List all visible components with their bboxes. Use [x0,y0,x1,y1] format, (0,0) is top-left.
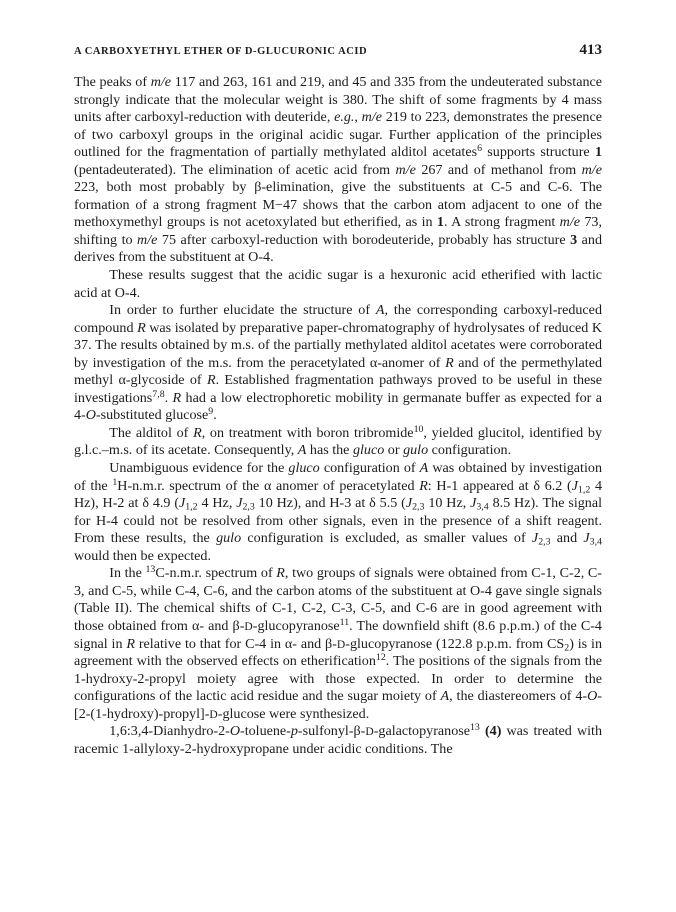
text-run: : H-1 appeared at δ 6.2 ( [427,477,572,494]
text-run: , two groups of signals were obtained from C-1, C-2, C-3, and C-5, while C-4, C-6, and the carbon atoms of the substituent at O-4 gave single signals (Table II). The chemical shifts of C-1, C-2, C-3, C-5, and C-6 are in good agreement with those obtained from α- and β- [74,565,602,634]
text-run: gluco [352,442,385,459]
text-run: has the [306,442,353,459]
text-run: gulo [216,530,242,547]
text-run: 3 [570,231,578,248]
text-run: J [405,495,413,512]
text-run: or [384,442,404,459]
text-run: 2,3 [412,501,425,513]
text-run: 2,3 [538,536,551,548]
text-run: and derives from the substituent at O-4. [74,231,603,266]
text-run: 9 [208,406,214,418]
running-title: A CARBOXYETHYL ETHER OF D-GLUCURONIC ACID [74,46,368,57]
text-run: m/e [581,161,602,178]
text-run: 12 [375,652,386,664]
paragraph [74,723,602,758]
page-header [74,42,602,62]
text-run: and [550,530,584,547]
text-run: , the corresponding carboxyl-reduced compound [74,302,602,336]
text-run: configuration is excluded, as smaller values of [241,530,532,547]
text-run: p [290,723,298,740]
text-run: configuration of [319,460,420,477]
text-run: These results suggest that the acidic sugar is a hexuronic acid etherified with lactic acid at O-4. [74,267,602,301]
text-run: In the [109,565,146,582]
text-run: J [470,495,477,512]
text-run: was obtained by investigation of the [74,460,602,494]
text-run: -glucose were synthesized. [217,705,370,722]
text-run: 10 Hz), and H-3 at δ 5.5 ( [254,495,406,512]
text-run: e.g. [334,109,355,126]
text-run: 117 and 263, 161 and 219, and 45 and 335 from the undeuterated substance strongly indicate that the molecular weight is 380. The shift of some fragments by 4 mass units after carboxyl-reduction with deuteride, [74,74,603,126]
text-run: D [209,707,218,721]
text-run: configuration. [428,442,512,459]
text-run: 8.5 Hz). The signal for H-4 could not be resolved from other signals, even in the presence of a shift reagent. From these results, the [74,495,603,547]
text-run: 11 [339,617,350,629]
text-run: . [164,389,173,406]
text-run: 75 after carboxyl-reduction with borodeuteride, probably has structure [157,231,571,248]
text-run: J [179,495,186,512]
text-run: . The downfield shift (8.6 p.p.m.) of the C-4 signal in [74,617,602,652]
paragraph [74,74,602,267]
text-run: 3,4 [589,536,602,548]
text-run: 1 [436,214,444,231]
text-run: , the diastereomers of 4- [449,688,588,705]
text-run: -substituted glucose [95,407,209,424]
text-run: C-n.m.r. spectrum of [155,565,277,582]
text-run: 6 [477,143,483,155]
text-run: -[2-(1-hydroxy)-propyl]- [74,688,602,722]
text-run: The peaks of [74,74,151,90]
text-run: gulo [403,442,429,459]
text-run: 10 Hz, [424,495,471,512]
text-run: 4 Hz), H-2 at δ 4.9 ( [74,477,603,512]
text-run: (4) [484,723,502,740]
text-run: 1 [594,144,602,161]
text-run: ) is in agreement with the observed effects on etherification [74,635,602,670]
text-run: J [583,530,590,547]
text-run: J [531,530,539,547]
text-run: . A strong fragment [443,214,560,231]
text-run: R [193,424,202,441]
text-run: R [172,389,182,406]
text-run: 4 Hz, [197,495,237,512]
text-run: In order to further elucidate the structure of [109,302,376,319]
text-run: J [236,495,243,512]
text-run: R [276,565,285,582]
text-run: R [419,477,428,494]
text-run: 1,6:3,4-Dianhydro-2- [109,723,230,740]
text-run: D [365,725,374,739]
text-run: -sulfonyl-β- [297,723,366,740]
text-run: would then be expected. [74,547,211,564]
text-run: was treated with racemic 1-allyloxy-2-hydroxypropane under acidic conditions. The [74,723,602,757]
body-text [74,74,602,758]
paragraph [74,565,602,723]
text-run: m/e [395,161,416,178]
text-run: 13 [469,722,480,734]
text-run: . The positions of the signals from the 1-hydroxy-2-propyl moiety agree with those expected. In order to determine the configurations of the lactic acid residue and the sugar moiety of [74,653,602,705]
text-run: -galactopyranose [373,723,470,740]
text-run: The alditol of [109,424,194,441]
text-run: m/e [361,109,383,126]
text-run: 2 [564,641,570,653]
text-run: -glucopyranose [252,617,340,634]
text-run: 2,3 [242,501,255,513]
text-run: 267 and of methanol from [415,161,582,178]
text-run: O [587,688,598,705]
text-run: O [85,407,96,424]
text-run: (pentadeuterated). The elimination of acetic acid from [74,161,396,178]
text-run: relative to that for C-4 in α- and β- [134,635,337,652]
text-run: was isolated by preparative paper-chromatography of hydrolysates of reduced K 37. The results obtained by m.s. of the partially methylated alditol acetates were corroborated by investigation of the m.s. from the peracetylated α-anomer of [74,319,603,371]
text-run: -glucopyranose (122.8 p.p.m. from CS [345,635,565,652]
text-run: A [375,302,385,319]
text-run: 1,2 [185,501,198,513]
page-number: 413 [579,42,602,58]
text-run: 223, both most probably by β-elimination, give the substituents at C-5 and C-6. The formation of a strong fragment M−47 shows that the carbon atom adjacent to one of the methoxymethyl groups is not acetoxylated but etherified, as in [74,179,602,231]
text-run: . Established fragmentation pathways proved to be useful in these investigations [74,372,603,406]
text-run: 10 [413,424,424,436]
paragraph [74,425,602,460]
text-run: D [244,619,253,633]
text-run: had a low electrophoretic mobility in germanate buffer as expected for a 4- [74,389,603,424]
text-run: H-n.m.r. spectrum of the α anomer of peracetylated [117,477,420,494]
text-run: , on treatment with boron tribromide [201,424,414,441]
text-run: Unambiguous evidence for the [109,460,289,477]
paragraph [74,302,602,425]
text-run: O [229,723,240,740]
text-run: 3,4 [476,501,489,513]
text-run: 13 [145,564,156,576]
paragraph [74,460,602,565]
text-run: supports structure [482,144,595,161]
text-run: A [440,688,450,705]
text-run: and of the permethylated methyl α-glycoside of [74,354,602,389]
text-run: gluco [288,460,320,477]
text-run: m/e [559,214,581,231]
text-run: m/e [150,74,172,90]
text-run: -toluene- [240,723,291,740]
text-run: R [445,354,454,371]
text-run: 1 [112,476,118,488]
text-run: , yielded glucitol, identified by g.l.c.–m.s. of its acetate. Consequently, [74,424,602,459]
text-run: D [336,637,346,651]
text-run: R [126,635,135,652]
text-run: 219 to 223, demonstrates the presence of two carboxyl groups in the original acidic sugar. Further application of the principles outlined for the fragmentation of partially methylated alditol acetates [74,109,602,161]
text-run: 7,8 [152,388,165,400]
text-run: R [206,372,216,389]
text-run: . [213,407,217,424]
text-run: 1,2 [577,484,591,496]
text-run: J [571,477,578,494]
paragraph [74,267,602,302]
text-run: R [137,319,146,336]
text-run: m/e [137,231,158,248]
text-run: 73, shifting to [74,214,602,248]
text-run: A [297,442,307,459]
text-run: , [354,109,362,126]
text-run: A [419,460,429,477]
